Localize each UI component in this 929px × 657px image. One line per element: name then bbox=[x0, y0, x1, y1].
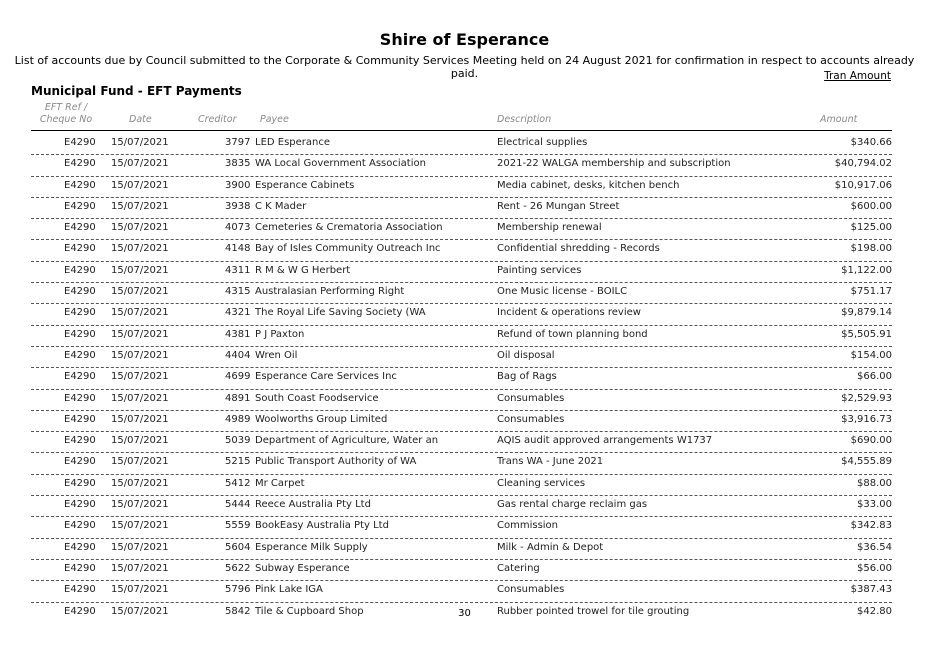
cell-payee: Tile & Cupboard Shop bbox=[255, 605, 364, 617]
cell-date: 15/07/2021 bbox=[111, 371, 169, 383]
cell-description: 2021-22 WALGA membership and subscription bbox=[497, 158, 731, 170]
cell-creditor: 4311 bbox=[225, 264, 251, 276]
cell-creditor: 3900 bbox=[225, 179, 251, 191]
cell-ref: E4290 bbox=[64, 179, 96, 191]
cell-description: Media cabinet, desks, kitchen bench bbox=[497, 179, 680, 191]
cell-amount: $2,529.93 bbox=[841, 392, 892, 404]
cell-amount: $66.00 bbox=[857, 371, 892, 383]
column-header-payee: Payee bbox=[260, 114, 289, 125]
cell-amount: $88.00 bbox=[857, 477, 892, 489]
cell-creditor: 4315 bbox=[225, 286, 251, 298]
cell-ref: E4290 bbox=[64, 477, 96, 489]
cell-creditor: 3835 bbox=[225, 158, 251, 170]
cell-date: 15/07/2021 bbox=[111, 541, 169, 553]
table-row bbox=[31, 283, 892, 304]
cell-ref: E4290 bbox=[64, 584, 96, 596]
table-row bbox=[31, 198, 892, 219]
cell-date: 15/07/2021 bbox=[111, 179, 169, 191]
cell-payee: Esperance Care Services Inc bbox=[255, 371, 397, 383]
table-row bbox=[31, 517, 892, 538]
cell-creditor: 4321 bbox=[225, 307, 251, 319]
cell-date: 15/07/2021 bbox=[111, 562, 169, 574]
column-header-creditor: Creditor bbox=[198, 114, 237, 125]
page-subtitle: List of accounts due by Council submitted to the Corporate & Community Services Meeting held on 24 August 2021 for confirmation in respect to accounts already paid. bbox=[14, 54, 915, 80]
cell-amount: $154.00 bbox=[850, 349, 892, 361]
cell-payee: Bay of Isles Community Outreach Inc bbox=[255, 243, 441, 255]
page-title: Shire of Esperance bbox=[379, 30, 550, 49]
cell-date: 15/07/2021 bbox=[111, 392, 169, 404]
cell-date: 15/07/2021 bbox=[111, 456, 169, 468]
cell-description: AQIS audit approved arrangements W1737 bbox=[497, 435, 713, 447]
cell-amount: $56.00 bbox=[857, 562, 892, 574]
cell-creditor: 4989 bbox=[225, 413, 251, 425]
table-row bbox=[31, 326, 892, 347]
cell-ref: E4290 bbox=[64, 286, 96, 298]
page-number: 30 bbox=[458, 608, 471, 619]
cell-ref: E4290 bbox=[64, 541, 96, 553]
cell-amount: $9,879.14 bbox=[841, 307, 892, 319]
fund-title: Municipal Fund - EFT Payments bbox=[31, 84, 242, 98]
cell-creditor: 5412 bbox=[225, 477, 251, 489]
column-header-ref-line2: Cheque No bbox=[39, 114, 93, 125]
cell-ref: E4290 bbox=[64, 413, 96, 425]
cell-ref: E4290 bbox=[64, 435, 96, 447]
cell-description: Consumables bbox=[497, 392, 565, 404]
cell-description: Oil disposal bbox=[497, 349, 555, 361]
cell-payee: BookEasy Australia Pty Ltd bbox=[255, 520, 389, 532]
cell-description: Gas rental charge reclaim gas bbox=[497, 499, 648, 511]
cell-date: 15/07/2021 bbox=[111, 137, 169, 148]
table-row bbox=[31, 539, 892, 560]
table-row bbox=[31, 390, 892, 411]
cell-ref: E4290 bbox=[64, 349, 96, 361]
cell-description: Cleaning services bbox=[497, 477, 586, 489]
cell-description: Consumables bbox=[497, 584, 565, 596]
cell-payee: Cemeteries & Crematoria Association bbox=[255, 222, 443, 234]
cell-payee: The Royal Life Saving Society (WA bbox=[255, 307, 426, 319]
cell-description: One Music license - BOILC bbox=[497, 286, 628, 298]
cell-date: 15/07/2021 bbox=[111, 158, 169, 170]
cell-date: 15/07/2021 bbox=[111, 264, 169, 276]
cell-description: Rubber pointed trowel for tile grouting bbox=[497, 605, 690, 617]
cell-amount: $690.00 bbox=[850, 435, 892, 447]
cell-date: 15/07/2021 bbox=[111, 605, 169, 617]
cell-ref: E4290 bbox=[64, 456, 96, 468]
cell-payee: Subway Esperance bbox=[255, 562, 350, 574]
cell-description: Bag of Rags bbox=[497, 371, 557, 383]
cell-description: Trans WA - June 2021 bbox=[497, 456, 604, 468]
cell-payee: Department of Agriculture, Water an bbox=[255, 435, 439, 447]
cell-payee: Mr Carpet bbox=[255, 477, 305, 489]
cell-amount: $5,505.91 bbox=[841, 328, 892, 340]
table-row bbox=[31, 177, 892, 198]
cell-ref: E4290 bbox=[64, 328, 96, 340]
table-row bbox=[31, 475, 892, 496]
cell-ref: E4290 bbox=[64, 137, 96, 148]
cell-ref: E4290 bbox=[64, 158, 96, 170]
cell-description: Consumables bbox=[497, 413, 565, 425]
cell-creditor: 5622 bbox=[225, 562, 251, 574]
cell-creditor: 5796 bbox=[225, 584, 251, 596]
cell-date: 15/07/2021 bbox=[111, 584, 169, 596]
cell-payee: South Coast Foodservice bbox=[255, 392, 379, 404]
cell-ref: E4290 bbox=[64, 264, 96, 276]
cell-creditor: 4073 bbox=[225, 222, 251, 234]
cell-payee: WA Local Government Association bbox=[255, 158, 426, 170]
cell-description: Milk - Admin & Depot bbox=[497, 541, 604, 553]
cell-amount: $33.00 bbox=[857, 499, 892, 511]
tran-amount-label: Tran Amount bbox=[824, 70, 891, 82]
table-row bbox=[31, 240, 892, 261]
cell-ref: E4290 bbox=[64, 371, 96, 383]
cell-description: Confidential shredding - Records bbox=[497, 243, 660, 255]
cell-payee: R M & W G Herbert bbox=[255, 264, 351, 276]
table-row bbox=[31, 581, 892, 602]
column-header-amount: Amount bbox=[820, 114, 858, 125]
cell-ref: E4290 bbox=[64, 243, 96, 255]
table-row bbox=[31, 155, 892, 176]
table-row bbox=[31, 134, 892, 155]
table-row bbox=[31, 347, 892, 368]
cell-creditor: 4381 bbox=[225, 328, 251, 340]
cell-creditor: 3938 bbox=[225, 200, 251, 212]
cell-creditor: 5215 bbox=[225, 456, 251, 468]
cell-date: 15/07/2021 bbox=[111, 200, 169, 212]
cell-amount: $340.66 bbox=[850, 137, 892, 148]
cell-description: Rent - 26 Mungan Street bbox=[497, 200, 620, 212]
table-row bbox=[31, 262, 892, 283]
cell-creditor: 5444 bbox=[225, 499, 251, 511]
cell-amount: $10,917.06 bbox=[834, 179, 892, 191]
cell-creditor: 3797 bbox=[225, 137, 251, 148]
cell-payee: C K Mader bbox=[255, 200, 307, 212]
cell-amount: $387.43 bbox=[850, 584, 892, 596]
cell-creditor: 4148 bbox=[225, 243, 251, 255]
cell-amount: $342.83 bbox=[850, 520, 892, 532]
cell-amount: $36.54 bbox=[857, 541, 892, 553]
cell-creditor: 4404 bbox=[225, 349, 251, 361]
cell-ref: E4290 bbox=[64, 200, 96, 212]
cell-payee: Esperance Cabinets bbox=[255, 179, 355, 191]
column-header-description: Description bbox=[497, 114, 552, 125]
cell-date: 15/07/2021 bbox=[111, 413, 169, 425]
cell-amount: $40,794.02 bbox=[834, 158, 892, 170]
cell-amount: $3,916.73 bbox=[841, 413, 892, 425]
cell-ref: E4290 bbox=[64, 499, 96, 511]
table-row bbox=[31, 304, 892, 325]
cell-ref: E4290 bbox=[64, 222, 96, 234]
cell-date: 15/07/2021 bbox=[111, 328, 169, 340]
column-header-ref bbox=[38, 102, 94, 126]
table-row bbox=[31, 453, 892, 474]
cell-description: Commission bbox=[497, 520, 559, 532]
cell-creditor: 5559 bbox=[225, 520, 251, 532]
cell-payee: LED Esperance bbox=[255, 137, 331, 148]
cell-date: 15/07/2021 bbox=[111, 520, 169, 532]
cell-amount: $600.00 bbox=[850, 200, 892, 212]
cell-payee: Australasian Performing Right bbox=[255, 286, 405, 298]
cell-description: Refund of town planning bond bbox=[497, 328, 648, 340]
cell-creditor: 5604 bbox=[225, 541, 251, 553]
table-row bbox=[31, 368, 892, 389]
cell-payee: Pink Lake IGA bbox=[255, 584, 323, 596]
table-row bbox=[31, 560, 892, 581]
table-row bbox=[31, 219, 892, 240]
table-row bbox=[31, 411, 892, 432]
cell-date: 15/07/2021 bbox=[111, 243, 169, 255]
payments-table bbox=[31, 134, 892, 623]
cell-payee: P J Paxton bbox=[255, 328, 305, 340]
cell-payee: Woolworths Group Limited bbox=[255, 413, 388, 425]
cell-amount: $751.17 bbox=[850, 286, 892, 298]
column-header-ref-line1: EFT Ref / bbox=[44, 102, 88, 113]
cell-ref: E4290 bbox=[64, 307, 96, 319]
cell-creditor: 4699 bbox=[225, 371, 251, 383]
cell-payee: Public Transport Authority of WA bbox=[255, 456, 417, 468]
cell-amount: $4,555.89 bbox=[841, 456, 892, 468]
cell-description: Catering bbox=[497, 562, 540, 574]
cell-description: Incident & operations review bbox=[497, 307, 641, 319]
cell-amount: $1,122.00 bbox=[841, 264, 892, 276]
cell-date: 15/07/2021 bbox=[111, 286, 169, 298]
cell-date: 15/07/2021 bbox=[111, 435, 169, 447]
cell-description: Painting services bbox=[497, 264, 582, 276]
cell-date: 15/07/2021 bbox=[111, 499, 169, 511]
cell-date: 15/07/2021 bbox=[111, 349, 169, 361]
cell-payee: Esperance Milk Supply bbox=[255, 541, 368, 553]
cell-payee: Reece Australia Pty Ltd bbox=[255, 499, 371, 511]
table-row bbox=[31, 496, 892, 517]
cell-amount: $198.00 bbox=[850, 243, 892, 255]
cell-creditor: 4891 bbox=[225, 392, 251, 404]
cell-description: Membership renewal bbox=[497, 222, 602, 234]
cell-creditor: 5039 bbox=[225, 435, 251, 447]
cell-date: 15/07/2021 bbox=[111, 222, 169, 234]
cell-description: Electrical supplies bbox=[497, 137, 588, 148]
header-divider bbox=[31, 130, 892, 131]
cell-ref: E4290 bbox=[64, 562, 96, 574]
cell-date: 15/07/2021 bbox=[111, 477, 169, 489]
cell-ref: E4290 bbox=[64, 520, 96, 532]
cell-amount: $125.00 bbox=[850, 222, 892, 234]
cell-amount: $42.80 bbox=[857, 605, 892, 617]
cell-ref: E4290 bbox=[64, 392, 96, 404]
table-row bbox=[31, 432, 892, 453]
cell-ref: E4290 bbox=[64, 605, 96, 617]
column-header-date: Date bbox=[129, 114, 152, 125]
cell-creditor: 5842 bbox=[225, 605, 251, 617]
cell-payee: Wren Oil bbox=[255, 349, 298, 361]
cell-date: 15/07/2021 bbox=[111, 307, 169, 319]
